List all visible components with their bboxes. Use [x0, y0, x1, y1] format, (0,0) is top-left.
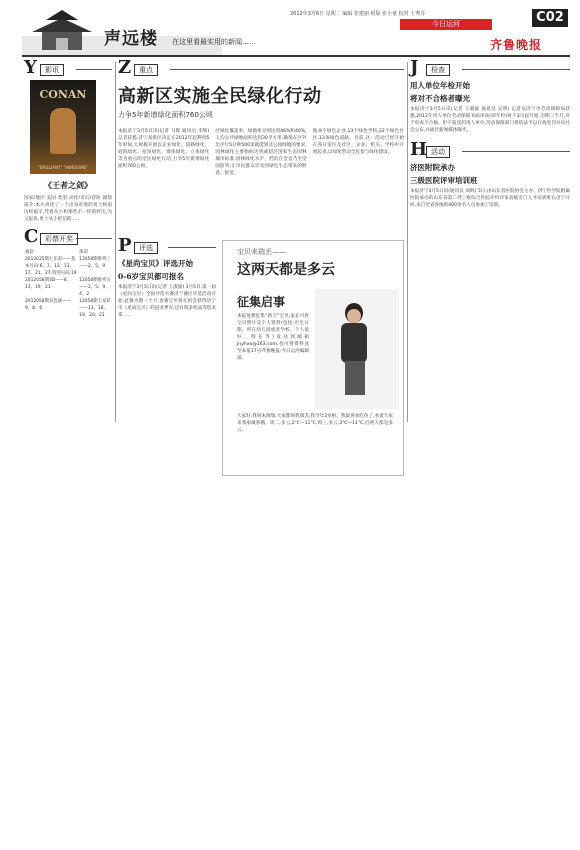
header-letter: H [410, 139, 428, 160]
header-letter: J [410, 57, 419, 78]
column-title: 声远楼 [104, 29, 158, 49]
table-cell: 12058期排列三——2、5、9 [79, 257, 111, 269]
table-cell: 12058期排列五——2、5、9、4、2 [79, 278, 111, 297]
header-line [168, 247, 216, 248]
header-line [462, 69, 570, 70]
article-column: 本报济宁3月5日讯(记者 马辉 通讯员 李辉) 记者获悉,济宁高新区决定在2012年起利用5年时间,大规模开展以企业绿化、道路绿化、庭院绿化、屋顶绿化、墙体绿化、立体绿化等为重点的全民绿化行动,力争5年新增绿化面积760公顷。 [118, 129, 210, 169]
baby-feature-box [222, 240, 404, 476]
event-text: 本报济宁3月5日讯(通讯员 刘辉) 5日,由山东省医院协会主办、济宁医学院附属医院承办的山东省第二周三级综合医院评价评审高级专门人才培训班在济宁开班,来自全省各地的400余名人员参加了培训。 [410, 189, 570, 208]
event-title: 济医附院承办 [410, 163, 455, 172]
lottery-table [24, 249, 112, 319]
table-cell: 福彩 [25, 250, 34, 255]
middle-column [118, 57, 404, 433]
newspaper-page [22, 8, 570, 438]
header-tag: 影讯 [40, 64, 64, 76]
main-subhead: 力争5年新增绿化面积760公顷 [118, 111, 213, 119]
child-photo [315, 289, 399, 409]
table-row [24, 277, 112, 298]
right-column [410, 57, 570, 209]
inspection-text: 本报济宁3月5日讯(记者 王淑波 通讯员 吴明) 记者从济宁市劳动保障局获悉,2012年用人单位劳动保障书面审查(即年检)将于3月起开始,为期三个月,对于审查不合格、拒不报送的用人单位,劳动保障部门将依法予以行政处罚并向社会公布,并通过新闻媒体曝光。 [410, 107, 570, 133]
column-subtitle: 在这里看最实用的新闻…… [172, 38, 256, 46]
table-cell: 2012025期七乐彩——基本号码:6、7、12、13、17、21、27,特别号码:19 [25, 257, 77, 276]
inspection-title-2: 将对不合格者曝光 [410, 94, 470, 103]
section-header-contest [118, 235, 216, 256]
header-tag: 彩票开奖 [40, 233, 78, 245]
main-headline: 高新区实施全民绿化行动 [118, 86, 322, 107]
section-header-focus [118, 57, 404, 78]
article-column: 区绿化覆盖率、绿地率分别达到46%和40%,人均公共绿地面积达到30平方米,确保在区外出步行5分钟500米就能到达公园绿地的要求,园林绿化主要指标达到或超过国家生态园林城市标准,园林绿化水平、档次在全省乃至全国前列,让市民群众享受到绿色生态带来的惬意、舒适。 [215, 129, 307, 176]
box-subtitle: 征集启事 [237, 295, 286, 309]
header-tag: 评选 [134, 242, 158, 254]
header-line [76, 69, 112, 70]
lead-article [118, 128, 404, 177]
header-tag: 重点 [134, 64, 158, 76]
movie-title: 《王者之剑》 [44, 180, 92, 190]
box-footer-text: 大家好,我叫朱海瑞,大家都叫我瑞丢,我今年2岁啦。我最喜欢吃鱼了,看童大家来我家做客哦。周二,多云,2℃—11℃,周三,多云,3℃—11℃,近两天都是多云。 [237, 414, 393, 433]
header-line [76, 238, 112, 239]
table-cell: 12058期七星彩——13、18、19、20、21 [79, 299, 111, 318]
header-line [462, 151, 570, 152]
section-badge: 今日运河 [400, 19, 492, 30]
box-text: 本报免费征集“新天”宝贝,家长可将宝贝照片及个人资料(包括:出生日期、所在幼儿园或者学校、个人爱好、特长等)发送到邮箱jnyhxx@163.com,也可将资料送至本报17号齐鲁晚报·今日运河编辑部。 [237, 314, 309, 361]
child-body [341, 323, 367, 363]
box-title: 这两天都是多云 [237, 262, 335, 278]
masthead-rule [22, 55, 570, 57]
left-column [24, 57, 112, 319]
poster-figure [50, 108, 76, 154]
section-header-movie [24, 57, 112, 78]
section-header-inspection [410, 57, 570, 78]
event-title-2: 三级医院评审培训班 [410, 176, 478, 185]
child-legs [345, 361, 365, 395]
table-row [24, 249, 112, 256]
page-number: C02 [532, 9, 568, 27]
header-line [170, 69, 404, 70]
header-letter: Z [118, 57, 132, 78]
edition-info: 2012年3月6日 星期二 编辑 张建丽 组版 张小童 校对 王秀芬 [290, 11, 426, 17]
table-row [24, 256, 112, 277]
contest-title-2: 0-6岁宝贝都可报名 [118, 272, 185, 281]
header-tag: 活动 [426, 146, 450, 158]
column-divider [115, 62, 116, 422]
movie-poster [30, 80, 96, 174]
movie-text: 国家/地区:美国 类型:动作/奇幻/冒险 剧情简介:本片讲述了一个出身贫寒的勇士柯南历经艰辛,凭着从小和那些不一样的经历,为父报仇,勇士从小把信仰…… [24, 196, 112, 222]
box-kicker: 宝贝来瑞丢—— [237, 248, 286, 256]
newspaper-logo: 齐鲁晚报 [489, 38, 542, 52]
header-letter: C [24, 226, 39, 247]
section-header-lottery [24, 226, 112, 247]
table-cell: 体彩 [79, 250, 88, 255]
header-letter: Y [24, 57, 37, 78]
poster-caption: "BRILLIANT" "AWESOME" [38, 165, 88, 170]
header-letter: P [118, 235, 132, 256]
masthead [22, 8, 570, 56]
contest-article [118, 235, 216, 319]
inspection-title: 用人单位年检开始 [410, 81, 470, 90]
child-face [347, 309, 361, 323]
contest-title: 《星尚宝贝》评选开始 [118, 259, 193, 268]
contest-text: 本报济宁3月5日讯(记者 王淑波) 3月5日,第一届《星尚宝贝》全国评选大赛济宁赛区评选活动开始,此赛为期一个月,参赛宝贝将在机会获得济宁市《星尚宝贝》的冠亚季军,还有很多奖品等您来拿…… [118, 285, 216, 318]
table-cell: 2012058期3D——8、13、19、23 [25, 278, 72, 290]
table-cell: 2012058期双色球——9、8、6 [25, 299, 71, 311]
header-tag: 检查 [426, 64, 450, 76]
column-divider [407, 62, 408, 422]
table-row [24, 298, 112, 319]
poster-title: CONAN [39, 88, 87, 101]
article-column: 地,9个绿色企业,13个绿色学校,22个绿色社区,13条绿色道路。目前,这一活动已经开始在各开发区及社区、企业、机关、学校中开展起来,以绿化带动全民参与绿化建设。 [312, 129, 404, 155]
section-header-event [410, 139, 570, 160]
